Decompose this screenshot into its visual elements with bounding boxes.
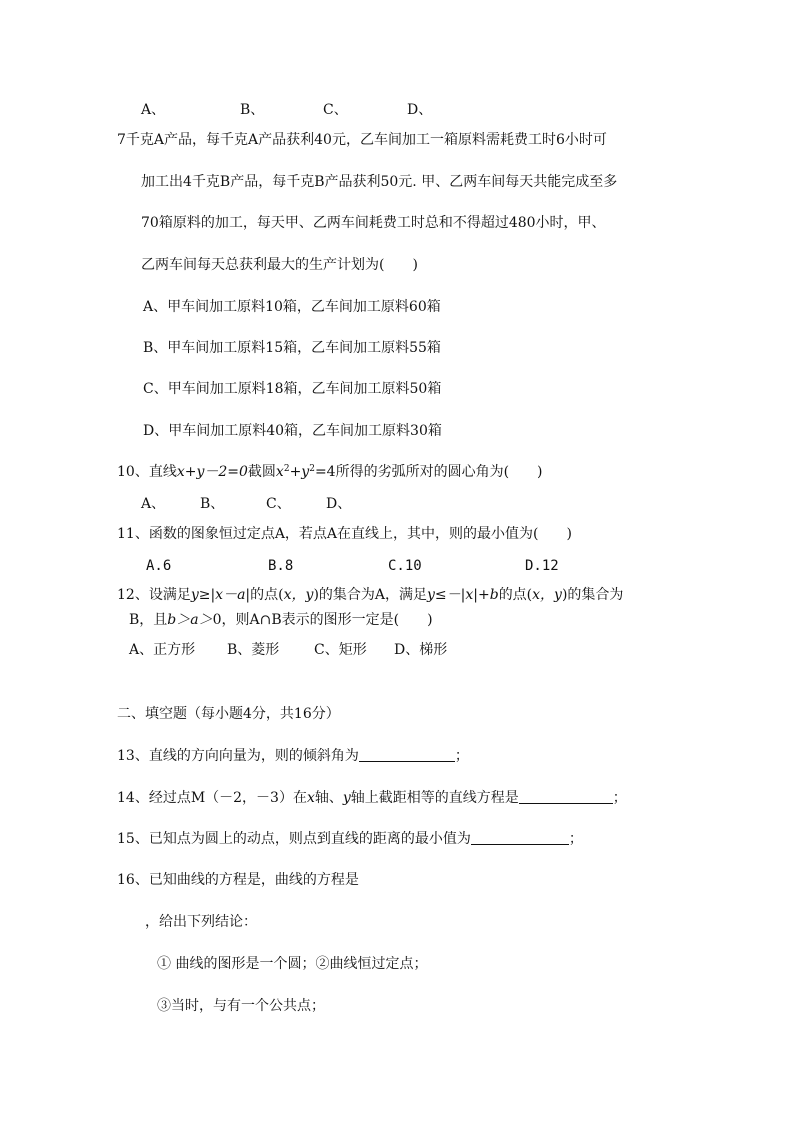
q13-text: 13、直线的方向向量为，则的倾斜角为 [117,748,359,764]
q15-question [117,829,583,849]
option-a: A、 [141,102,166,118]
q12-option-a: A、正方形 [129,642,196,658]
q10-prefix: 10、直线 [117,464,177,480]
q10-mid: 截圆 [247,464,276,480]
q10-option-b: B、 [200,496,225,512]
q15-answer-blank[interactable] [471,830,569,845]
q11-option-b: B.8 [268,558,294,574]
q10-question [117,462,543,482]
q10-exp-x: 2 [283,464,290,474]
q15-text: 15、已知点为圆上的动点，则点到直线的距离的最小值为 [117,831,471,847]
q10-circle-end: =4 [314,464,336,480]
q14-text-c: 轴上截距相等的直线方程是 [350,790,519,806]
q13-question [117,746,469,766]
q14-y: y [342,790,351,806]
q10-circle-x: x [275,464,284,480]
q13-answer-blank[interactable] [359,747,455,762]
q12-line2-c: 0，则A∩B表示的图形一定是( ) [212,612,433,628]
q12-line-2 [129,610,433,630]
option-b: B、 [240,102,265,118]
q9-line-4: 乙两车间每天总获利最大的生产计划为( ) [141,257,418,273]
q10-option-c: C、 [266,496,291,512]
q12-text-a: 12、设满足 [117,587,191,603]
q14-text-a: 14、经过点M（－2，－3）在 [117,790,307,806]
q14-question [117,788,627,808]
q9-option-c: C、甲车间加工原料18箱，乙车间加工原料50箱 [143,381,442,397]
q9-line-3: 70箱原料的加工，每天甲、乙两车间耗费工时总和不得超过480小时，甲、 [141,215,606,231]
q14-answer-blank[interactable] [519,789,613,804]
q11-option-a: A.6 [146,558,172,574]
q13-end: ； [454,748,469,764]
q12-text-c: 的点( [250,587,284,603]
q12-option-d: D、梯形 [394,642,448,658]
q12-line2-a: B，且 [129,612,168,628]
q9-option-a: A、甲车间加工原料10箱，乙车间加工原料60箱 [143,299,441,315]
q9-option-b: B、甲车间加工原料15箱，乙车间加工原料55箱 [143,340,441,356]
q11-option-d: D.12 [525,558,559,574]
q14-text-b: 轴、 [314,790,343,806]
section-2-title: 二、填空题（每小题4分，共16分） [117,706,340,722]
q16-conclusions-2: ③当时，与有一个公共点； [157,998,325,1014]
q10-option-d: D、 [326,496,352,512]
q12-option-b: B、菱形 [227,642,280,658]
q12-inequality-1: y≥|x－a| [190,587,251,603]
q11-question: 11、函数的图象恒过定点A，若点A在直线上，其中，则的最小值为( ) [117,526,572,542]
q12-option-c: C、矩形 [314,642,367,658]
q16-line-2: ，给出下列结论： [145,914,257,930]
option-c: C、 [323,102,348,118]
q15-end: ； [568,831,583,847]
q12-point-2: x，y [532,587,562,603]
q16-conclusions-1: ① 曲线的图形是一个圆；②曲线恒过定点； [157,956,428,972]
q12-condition: b＞a＞ [167,612,213,628]
q12-point-1: x，y [283,587,314,603]
q11-option-c: C.10 [388,558,422,574]
q10-option-a: A、 [141,496,166,512]
q9-option-d: D、甲车间加工原料40箱，乙车间加工原料30箱 [143,423,442,439]
q12-text-e: )的集合为A，满足 [313,587,428,603]
q10-exp-y: 2 [309,464,315,474]
q16-line-1: 16、已知曲线的方程是，曲线的方程是 [117,872,359,888]
q10-suffix: 所得的劣弧所对的圆心角为( ) [335,464,543,480]
q10-circle-y: +y [289,464,310,480]
q9-line-2: 加工出4千克B产品，每千克B产品获利50元. 甲、乙两车间每天共能完成至多 [141,174,618,190]
q14-end: ； [612,790,627,806]
q12-inequality-2: y≤－|x|+b [427,587,499,603]
q10-line-equation: x+y－2=0 [176,464,248,480]
q14-x: x [306,790,315,806]
q12-text-i: )的集合为 [561,587,624,603]
option-d: D、 [407,102,433,118]
q12-text-g: 的点( [498,587,533,603]
q9-line-1: 7千克A产品，每千克A产品获利40元，乙车间加工一箱原料需耗费工时6小时可 [117,132,607,148]
q12-line-1 [117,585,623,605]
